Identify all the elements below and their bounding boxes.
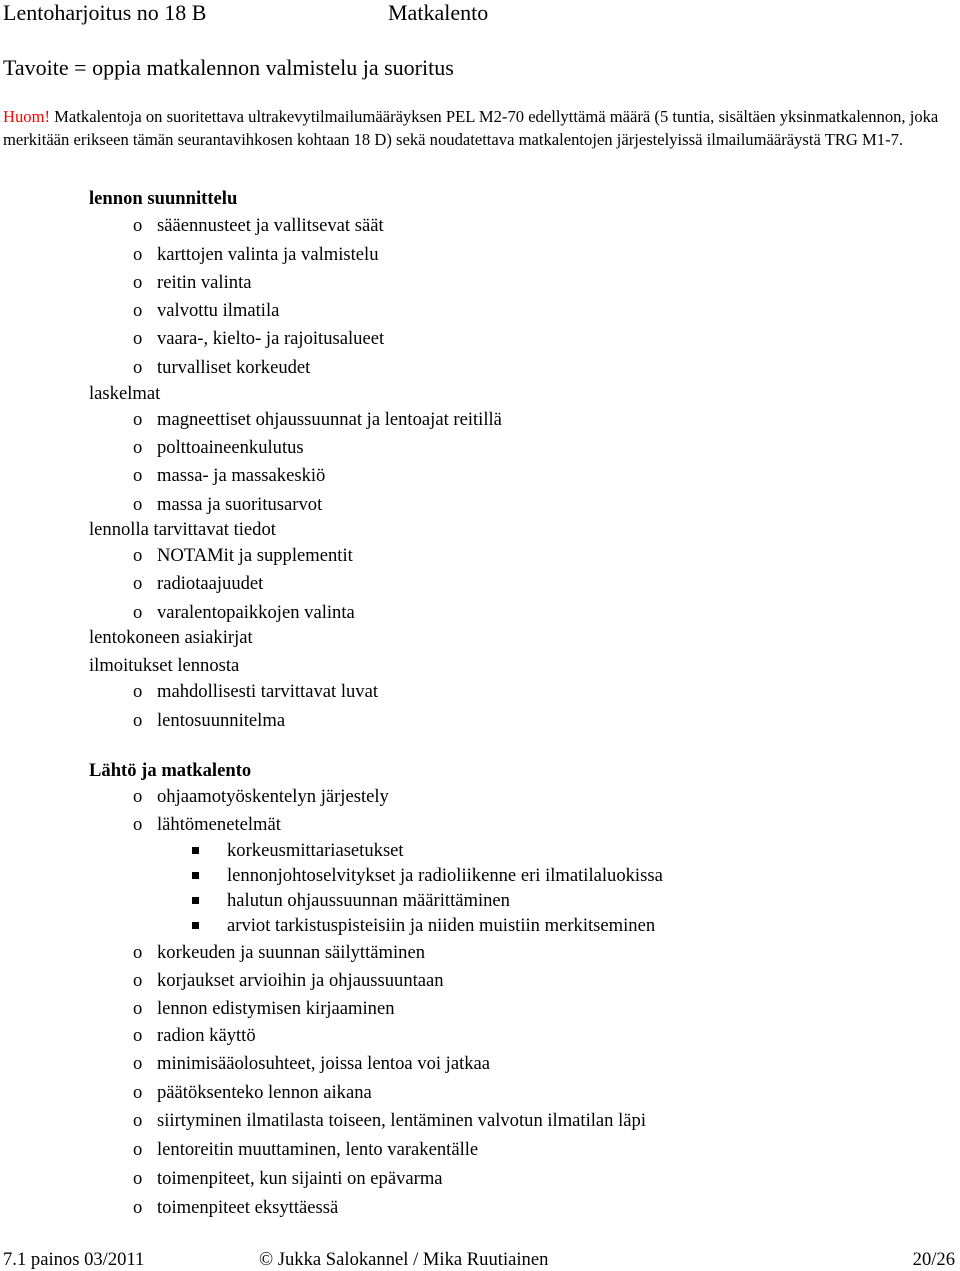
section-heading: lennolla tarvittavat tiedot xyxy=(89,519,276,540)
footer-edition: 7.1 painos 03/2011 xyxy=(3,1249,145,1270)
list-item: magneettiset ohjaussuunnat ja lentoajat reitillä xyxy=(157,409,502,430)
bullet-icon: o xyxy=(133,970,143,991)
bullet-icon: o xyxy=(133,814,143,835)
section-heading: laskelmat xyxy=(89,383,161,404)
bullet-icon: o xyxy=(133,244,143,265)
list-item: toimenpiteet, kun sijainti on epävarma xyxy=(157,1168,443,1189)
bullet-icon: o xyxy=(133,357,143,378)
document-header-title: Lentoharjoitus no 18 B xyxy=(3,0,207,25)
bullet-icon: o xyxy=(133,300,143,321)
bullet-icon: o xyxy=(133,272,143,293)
bullet-icon: o xyxy=(133,942,143,963)
bullet-icon: o xyxy=(133,1168,143,1189)
bullet-icon: o xyxy=(133,602,143,623)
bullet-icon: o xyxy=(133,573,143,594)
section-heading: lentokoneen asiakirjat xyxy=(89,627,253,648)
note-huom-label: Huom! xyxy=(3,107,51,126)
list-item: mahdollisesti tarvittavat luvat xyxy=(157,681,379,702)
bullet-icon: o xyxy=(133,328,143,349)
list-item: lähtömenetelmät xyxy=(157,814,281,835)
list-item: lentoreitin muuttaminen, lento varakentälle xyxy=(157,1139,479,1160)
list-item: sääennusteet ja vallitsevat säät xyxy=(157,215,384,236)
list-item: korkeusmittariasetukset xyxy=(227,840,404,861)
list-item: ohjaamotyöskentelyn järjestely xyxy=(157,786,389,807)
list-item: toimenpiteet eksyttäessä xyxy=(157,1197,339,1218)
list-item: lennon edistymisen kirjaaminen xyxy=(157,998,395,1019)
bullet-icon: o xyxy=(133,545,143,566)
list-item: lentosuunnitelma xyxy=(157,710,286,731)
bullet-icon: o xyxy=(133,786,143,807)
bullet-icon: o xyxy=(133,998,143,1019)
list-item: korkeuden ja suunnan säilyttäminen xyxy=(157,942,425,963)
list-item: korjaukset arvioihin ja ohjaussuuntaan xyxy=(157,970,444,991)
bullet-icon: o xyxy=(133,1082,143,1103)
section-heading: ilmoitukset lennosta xyxy=(89,655,240,676)
section-heading: Lähtö ja matkalento xyxy=(89,760,252,781)
list-item: polttoaineenkulutus xyxy=(157,437,304,458)
list-item: päätöksenteko lennon aikana xyxy=(157,1082,372,1103)
list-item: reitin valinta xyxy=(157,272,252,293)
list-item: NOTAMit ja supplementit xyxy=(157,545,353,566)
bullet-icon: o xyxy=(133,1053,143,1074)
square-bullet-icon xyxy=(192,922,199,929)
list-item: halutun ohjaussuunnan määrittäminen xyxy=(227,890,510,911)
bullet-icon: o xyxy=(133,710,143,731)
list-item: karttojen valinta ja valmistelu xyxy=(157,244,379,265)
bullet-icon: o xyxy=(133,1139,143,1160)
square-bullet-icon xyxy=(192,897,199,904)
document-header-topic: Matkalento xyxy=(388,0,489,25)
list-item: radiotaajuudet xyxy=(157,573,264,594)
list-item: vaara-, kielto- ja rajoitusalueet xyxy=(157,328,385,349)
list-item: massa ja suoritusarvot xyxy=(157,494,323,515)
list-item: varalentopaikkojen valinta xyxy=(157,602,355,623)
bullet-icon: o xyxy=(133,681,143,702)
bullet-icon: o xyxy=(133,1110,143,1131)
bullet-icon: o xyxy=(133,1197,143,1218)
list-item: massa- ja massakeskiö xyxy=(157,465,326,486)
footer-copyright: © Jukka Salokannel / Mika Ruutiainen xyxy=(259,1249,549,1270)
list-item: lennonjohtoselvitykset ja radioliikenne eri ilmatilaluokissa xyxy=(227,865,663,886)
bullet-icon: o xyxy=(133,409,143,430)
note-text: Matkalentoja on suoritettava ultrakevytilmailumääräyksen PEL M2-70 edellyttämä määrä (5 tuntia, sisältäen yksinmatkalennon, joka merkitään erikseen tämän seurantavihkosen kohtaan 18 D) sekä noudatettava matkalentojen järjestelyissä ilmailumääräystä TRG M1-7. xyxy=(3,107,939,149)
bullet-icon: o xyxy=(133,437,143,458)
list-item: minimisääolosuhteet, joissa lentoa voi jatkaa xyxy=(157,1053,491,1074)
goal-heading: Tavoite = oppia matkalennon valmistelu ja suoritus xyxy=(3,55,454,80)
list-item: turvalliset korkeudet xyxy=(157,357,311,378)
section-heading: lennon suunnittelu xyxy=(89,188,238,209)
bullet-icon: o xyxy=(133,465,143,486)
bullet-icon: o xyxy=(133,494,143,515)
bullet-icon: o xyxy=(133,215,143,236)
list-item: siirtyminen ilmatilasta toiseen, lentäminen valvotun ilmatilan läpi xyxy=(157,1110,647,1131)
square-bullet-icon xyxy=(192,872,199,879)
list-item: radion käyttö xyxy=(157,1025,256,1046)
note-paragraph xyxy=(3,106,953,151)
list-item: valvottu ilmatila xyxy=(157,300,280,321)
footer-page-number: 20/26 xyxy=(912,1249,955,1270)
bullet-icon: o xyxy=(133,1025,143,1046)
square-bullet-icon xyxy=(192,847,199,854)
list-item: arviot tarkistuspisteisiin ja niiden muistiin merkitseminen xyxy=(227,915,656,936)
